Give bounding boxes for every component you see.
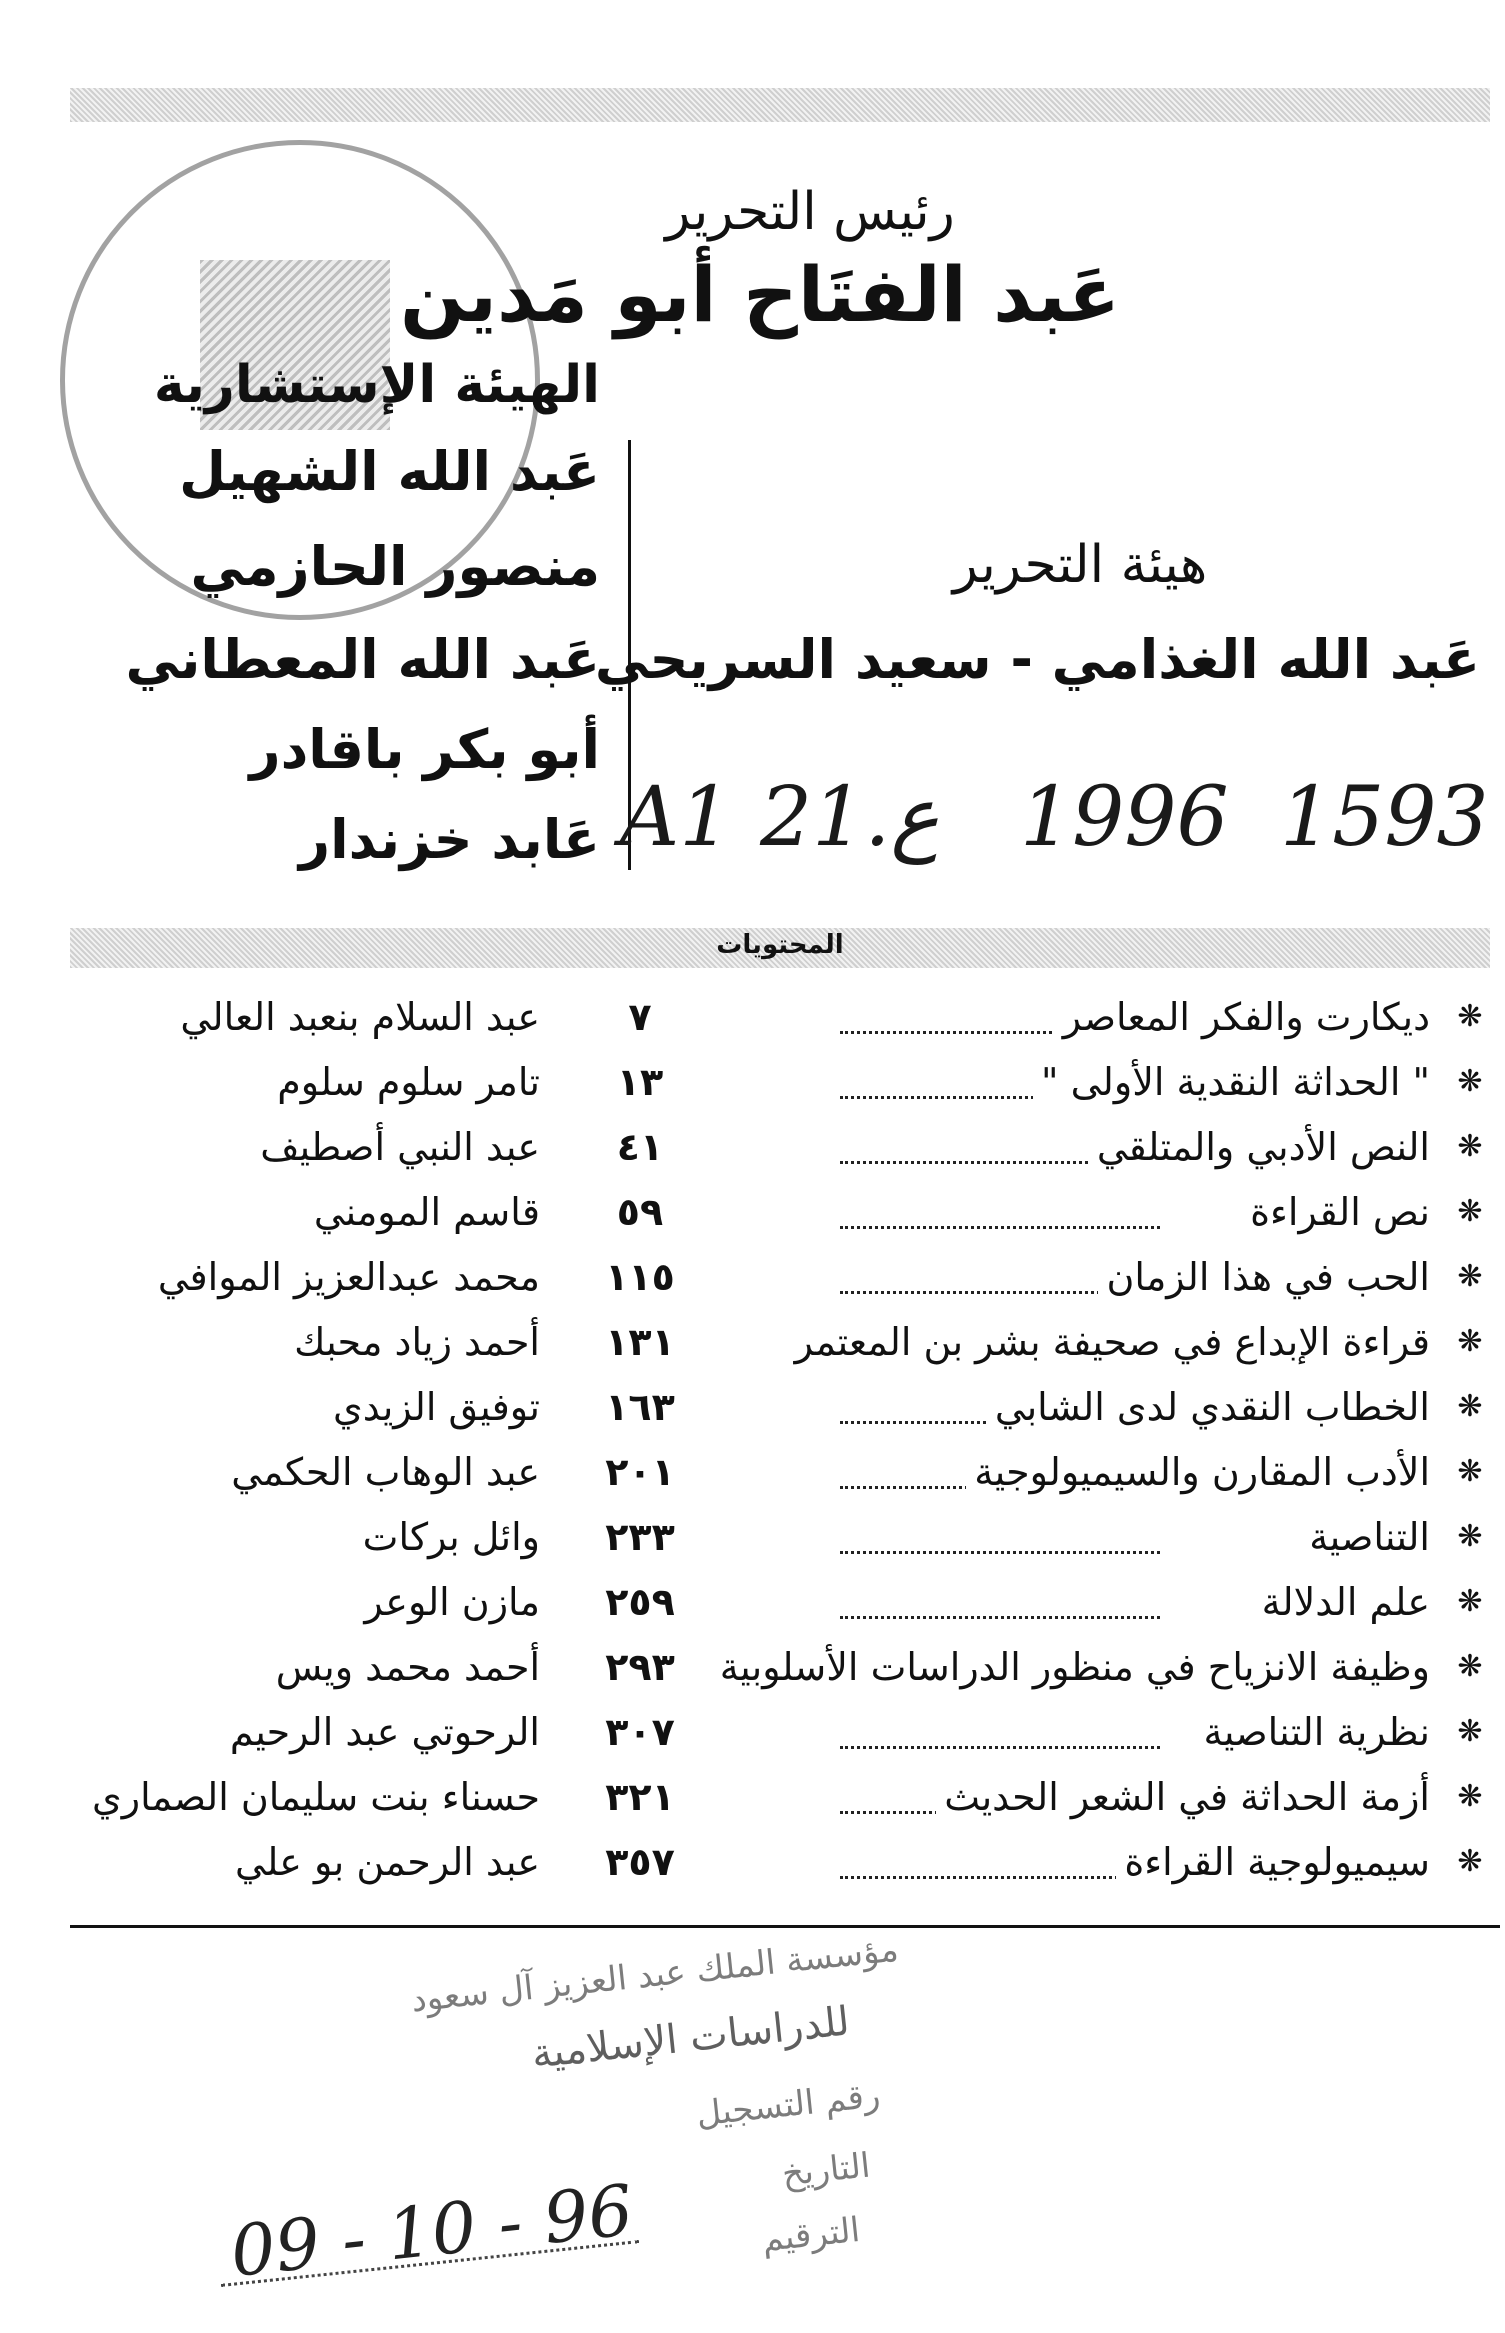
asterisk-icon: ❋: [1457, 1649, 1483, 1684]
toc-author: مازن الوعر: [364, 1580, 540, 1624]
toc-row: [70, 1775, 1490, 1835]
toc-author: عبد النبي أصطيف: [260, 1125, 540, 1169]
toc-page-number: ٢٩٣: [605, 1645, 675, 1689]
toc-page-number: ٣٥٧: [605, 1840, 675, 1884]
toc-author: قاسم المومني: [313, 1190, 540, 1234]
toc-title: النص الأدبي والمتلقي: [1089, 1125, 1430, 1169]
toc-row: [70, 1255, 1490, 1315]
toc-page-number: ١٦٣: [605, 1385, 675, 1429]
toc-author: عبد الرحمن بو علي: [235, 1840, 540, 1884]
advisory-board-heading: الهيئة الإستشارية: [153, 355, 600, 415]
toc-row: [70, 1580, 1490, 1640]
toc-title: ديكارت والفكر المعاصر: [1055, 995, 1430, 1039]
advisory-member: عَبد الله الشهيل: [179, 440, 600, 503]
toc-leader-dots: [840, 1551, 1160, 1554]
editor-in-chief-label: رئيس التحرير: [665, 182, 955, 242]
toc-author: توفيق الزيدي: [333, 1385, 540, 1429]
toc-title: سيميولوجية القراءة: [1116, 1840, 1430, 1884]
toc-author: تامر سلوم سلوم: [277, 1060, 540, 1104]
toc-page-number: ٤١: [616, 1125, 664, 1169]
handwritten-number: 1593: [1280, 770, 1489, 865]
toc-page-number: ٢٣٣: [605, 1515, 675, 1559]
toc-title: التناصية: [1301, 1515, 1430, 1559]
handwritten-code: A1: [620, 770, 732, 865]
toc-page-number: ٢٥٩: [605, 1580, 675, 1624]
editorial-board-heading: هيئة التحرير: [952, 535, 1208, 595]
contents-heading: المحتويات: [716, 930, 844, 960]
toc-page-number: ١١٥: [605, 1255, 675, 1299]
toc-author: وائل بركات: [362, 1515, 540, 1559]
handwritten-year: 1996: [1020, 770, 1229, 865]
toc-title: نظرية التناصية: [1196, 1710, 1431, 1754]
toc-leader-dots: [840, 1226, 1160, 1229]
toc-author: الرحوتي عبد الرحيم: [229, 1710, 540, 1754]
toc-author: أحمد زياد محبك: [294, 1320, 540, 1364]
toc-page-number: ٣٠٧: [605, 1710, 675, 1754]
asterisk-icon: ❋: [1457, 1454, 1483, 1489]
toc-leader-dots: [840, 1616, 1160, 1619]
toc-page-number: ٥٩: [616, 1190, 664, 1234]
asterisk-icon: ❋: [1457, 1779, 1483, 1814]
toc-page-number: ٧: [628, 995, 652, 1039]
toc-page-number: ٣٢١: [605, 1775, 675, 1819]
advisory-member: عَبد الله المعطاني: [125, 628, 600, 691]
toc-row: [70, 1320, 1490, 1380]
toc-title: الأدب المقارن والسيميولوجية: [966, 1450, 1430, 1494]
asterisk-icon: ❋: [1457, 1259, 1483, 1294]
toc-row: [70, 1840, 1490, 1900]
stamp-line: الترقيم: [760, 2209, 862, 2261]
asterisk-icon: ❋: [1457, 1519, 1483, 1554]
toc-row: [70, 1515, 1490, 1575]
toc-leader-dots: [840, 1876, 1160, 1879]
stamp-line: مؤسسة الملك عبد العزيز آل سعود: [409, 1929, 901, 2021]
toc-page-number: ١٣١: [605, 1320, 675, 1364]
asterisk-icon: ❋: [1457, 1389, 1483, 1424]
toc-title: الخطاب النقدي لدى الشابي: [987, 1385, 1430, 1429]
toc-row: [70, 1125, 1490, 1185]
asterisk-icon: ❋: [1457, 999, 1483, 1034]
toc-row: [70, 1060, 1490, 1120]
asterisk-icon: ❋: [1457, 1194, 1483, 1229]
asterisk-icon: ❋: [1457, 1324, 1483, 1359]
toc-row: [70, 1710, 1490, 1770]
toc-leader-dots: [840, 1746, 1160, 1749]
toc-title: أزمة الحداثة في الشعر الحديث: [936, 1775, 1430, 1819]
toc-page-number: ٢٠١: [605, 1450, 675, 1494]
editorial-board-members: عَبد الله الغذامي - سعيد السريحي: [594, 628, 1480, 691]
toc-page-number: ١٣: [616, 1060, 664, 1104]
toc-row: [70, 1450, 1490, 1510]
toc-author: عبد السلام بنعبد العالي: [180, 995, 540, 1039]
advisory-member: عَابد خزندار: [298, 808, 600, 871]
asterisk-icon: ❋: [1457, 1714, 1483, 1749]
stamp-line: رقم التسجيل: [693, 2075, 882, 2135]
toc-title: قراءة الإبداع في صحيفة بشر بن المعتمر: [787, 1320, 1430, 1364]
handwritten-ref: 21.ع: [760, 770, 940, 865]
advisory-member: منصور الحازمي: [190, 535, 600, 598]
toc-author: عبد الوهاب الحكمي: [231, 1450, 540, 1494]
asterisk-icon: ❋: [1457, 1844, 1483, 1879]
toc-title: علم الدلالة: [1254, 1580, 1430, 1624]
toc-title: وظيفة الانزياح في منظور الدراسات الأسلوبية: [712, 1645, 1430, 1689]
toc-row: [70, 1190, 1490, 1250]
handwritten-accession-note: [620, 770, 1489, 880]
stamp-line: للدراسات الإسلامية: [529, 1998, 852, 2078]
toc-title: الحب في هذا الزمان: [1098, 1255, 1430, 1299]
toc-title: نص القراءة: [1242, 1190, 1430, 1234]
bottom-rule: [70, 1925, 1500, 1928]
toc-author: حسناء بنت سليمان الصماري: [92, 1775, 540, 1819]
contents-band: [70, 928, 1490, 968]
stamp-date: 09 - 10 - 96: [226, 2169, 637, 2293]
asterisk-icon: ❋: [1457, 1584, 1483, 1619]
stamp-line: التاريخ: [779, 2145, 872, 2195]
toc-row: [70, 995, 1490, 1055]
top-decorative-band: [70, 88, 1490, 122]
asterisk-icon: ❋: [1457, 1129, 1483, 1164]
editor-in-chief-name: عَبد الفتَاح أبو مَدين: [400, 250, 1120, 339]
toc-title: " الحداثة النقدية الأولى ": [1033, 1060, 1430, 1104]
toc-author: محمد عبدالعزيز الموافي: [157, 1255, 540, 1299]
advisory-member: أبو بكر باقادر: [249, 718, 600, 781]
toc-row: [70, 1385, 1490, 1445]
toc-row: [70, 1645, 1490, 1705]
asterisk-icon: ❋: [1457, 1064, 1483, 1099]
toc-author: أحمد محمد ويس: [275, 1645, 540, 1689]
